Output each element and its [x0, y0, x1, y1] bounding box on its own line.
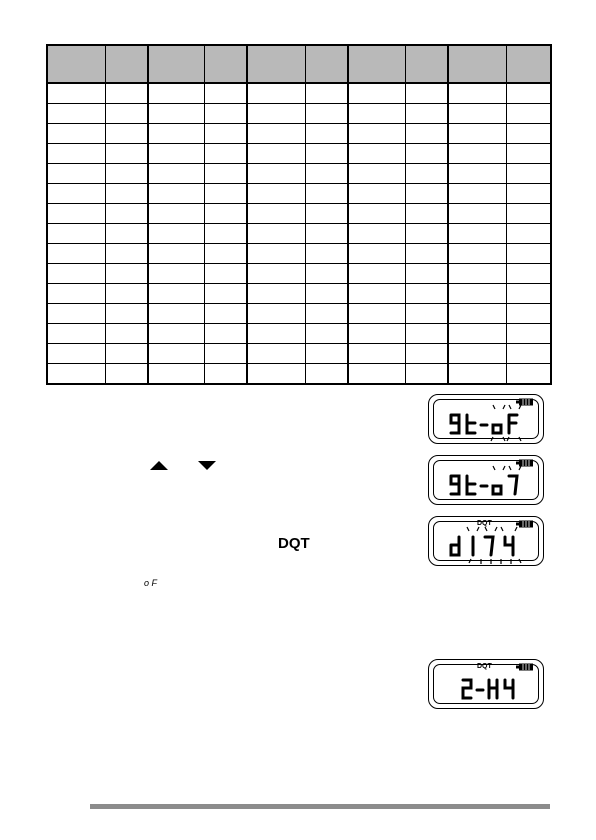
table-cell: [448, 164, 506, 184]
table-cell: [405, 264, 448, 284]
table-row: [47, 124, 551, 144]
table-cell: [148, 83, 204, 104]
table-cell: [348, 144, 405, 164]
table-cell: [348, 204, 405, 224]
table-cell: [47, 304, 105, 324]
table-cell: [348, 344, 405, 364]
table-row: [47, 264, 551, 284]
table-row: [47, 304, 551, 324]
table-cell: [348, 184, 405, 204]
table-cell: [247, 184, 305, 204]
table-cell: [105, 364, 148, 385]
table-cell: [506, 324, 551, 344]
table-cell: [405, 244, 448, 264]
table-cell: [305, 184, 348, 204]
table-cell: [405, 224, 448, 244]
table-cell: [247, 324, 305, 344]
table-cell: [448, 244, 506, 264]
table-cell: [204, 244, 247, 264]
table-cell: [204, 304, 247, 324]
table-row: [47, 364, 551, 385]
table-cell: [348, 104, 405, 124]
table-cell: [448, 364, 506, 385]
table-cell: [247, 204, 305, 224]
table-cell: [305, 104, 348, 124]
table-cell: [348, 224, 405, 244]
of-glyph: o F: [144, 578, 158, 588]
header-cell: [305, 45, 348, 83]
table-cell: [348, 124, 405, 144]
table-cell: [348, 304, 405, 324]
footer-rule: [90, 804, 550, 809]
table-cell: [305, 124, 348, 144]
table-cell: [47, 324, 105, 344]
table-cell: [105, 164, 148, 184]
table-cell: [348, 164, 405, 184]
table-cell: [105, 224, 148, 244]
table-cell: [204, 344, 247, 364]
table-cell: [305, 164, 348, 184]
table-cell: [348, 83, 405, 104]
table-cell: [47, 264, 105, 284]
down-arrow-icon: [198, 461, 216, 470]
header-cell: [348, 45, 405, 83]
table-cell: [305, 204, 348, 224]
table-cell: [148, 284, 204, 304]
table-row: [47, 184, 551, 204]
table-row: [47, 284, 551, 304]
table-cell: [247, 284, 305, 304]
table-cell: [506, 264, 551, 284]
table-cell: [47, 204, 105, 224]
table-cell: [348, 324, 405, 344]
table-cell: [448, 104, 506, 124]
dqt-indicator: DQT: [477, 663, 492, 670]
table-cell: [105, 304, 148, 324]
table-cell: [305, 224, 348, 244]
header-cell: [47, 45, 105, 83]
table-cell: [448, 304, 506, 324]
table-cell: [305, 83, 348, 104]
table-cell: [148, 264, 204, 284]
table-cell: [448, 264, 506, 284]
table-cell: [305, 144, 348, 164]
header-cell: [506, 45, 551, 83]
table-cell: [405, 304, 448, 324]
header-cell: [148, 45, 204, 83]
table-row: [47, 204, 551, 224]
table-cell: [204, 184, 247, 204]
table-cell: [204, 364, 247, 385]
table-cell: [148, 104, 204, 124]
table-cell: [247, 304, 305, 324]
table-cell: [247, 224, 305, 244]
table-cell: [506, 164, 551, 184]
table-cell: [47, 284, 105, 304]
header-cell: [247, 45, 305, 83]
header-cell: [204, 45, 247, 83]
table-cell: [105, 144, 148, 164]
table-cell: [305, 304, 348, 324]
lcd-display: [428, 659, 544, 709]
table-body: [47, 83, 551, 384]
table-cell: [448, 184, 506, 204]
table-cell: [47, 104, 105, 124]
table-row: [47, 104, 551, 124]
table-cell: [506, 244, 551, 264]
table-cell: [105, 204, 148, 224]
table-cell: [405, 364, 448, 385]
table-cell: [305, 264, 348, 284]
table-cell: [448, 224, 506, 244]
dqt-indicator: DQT: [477, 520, 492, 527]
table-row: [47, 164, 551, 184]
table-cell: [204, 324, 247, 344]
table-cell: [506, 124, 551, 144]
table-cell: [47, 184, 105, 204]
table-cell: [405, 164, 448, 184]
table-cell: [348, 284, 405, 304]
table-cell: [47, 224, 105, 244]
table-cell: [247, 344, 305, 364]
table-cell: [148, 124, 204, 144]
table-header-row: [47, 45, 551, 83]
table-cell: [448, 144, 506, 164]
table-cell: [148, 224, 204, 244]
table-cell: [305, 364, 348, 385]
table-cell: [247, 83, 305, 104]
table-cell: [47, 344, 105, 364]
table-cell: [105, 324, 148, 344]
table-cell: [204, 164, 247, 184]
table-cell: [506, 83, 551, 104]
table-cell: [448, 284, 506, 304]
dqt-symbol: DQT: [278, 535, 310, 552]
table-cell: [247, 144, 305, 164]
header-cell: [448, 45, 506, 83]
table-cell: [47, 364, 105, 385]
table-cell: [506, 144, 551, 164]
table-cell: [448, 344, 506, 364]
table-cell: [148, 304, 204, 324]
table-cell: [506, 344, 551, 364]
table-cell: [506, 184, 551, 204]
table-cell: [305, 284, 348, 304]
table-cell: [506, 104, 551, 124]
table-cell: [105, 244, 148, 264]
table-cell: [148, 144, 204, 164]
table-row: [47, 324, 551, 344]
table-cell: [105, 83, 148, 104]
code-table: [46, 44, 552, 385]
table-cell: [204, 204, 247, 224]
table-cell: [448, 324, 506, 344]
table-cell: [448, 124, 506, 144]
table-row: [47, 244, 551, 264]
table-cell: [405, 83, 448, 104]
table-cell: [448, 83, 506, 104]
table-cell: [105, 104, 148, 124]
table-row: [47, 83, 551, 104]
table-cell: [448, 204, 506, 224]
table-cell: [204, 144, 247, 164]
header-cell: [405, 45, 448, 83]
table-cell: [405, 204, 448, 224]
table-cell: [105, 184, 148, 204]
table-cell: [405, 144, 448, 164]
table-cell: [105, 344, 148, 364]
table-cell: [305, 244, 348, 264]
table-cell: [405, 184, 448, 204]
table-cell: [405, 284, 448, 304]
table-cell: [247, 164, 305, 184]
table-cell: [148, 364, 204, 385]
table-cell: [204, 83, 247, 104]
table-cell: [348, 364, 405, 385]
table-cell: [305, 344, 348, 364]
table-cell: [405, 344, 448, 364]
table-cell: [506, 204, 551, 224]
table-cell: [148, 204, 204, 224]
lcd-readout: [429, 395, 545, 445]
lcd-readout: [429, 456, 545, 506]
table-cell: [47, 144, 105, 164]
table-cell: [506, 284, 551, 304]
table-cell: [247, 264, 305, 284]
table-cell: [148, 324, 204, 344]
table-cell: [405, 324, 448, 344]
table-cell: [204, 224, 247, 244]
table-cell: [47, 83, 105, 104]
table-cell: [148, 344, 204, 364]
lcd-readout: [429, 660, 545, 710]
table-cell: [506, 224, 551, 244]
lcd-display: [428, 394, 544, 444]
table-cell: [105, 124, 148, 144]
table-cell: [204, 104, 247, 124]
lcd-display: [428, 516, 544, 566]
table-cell: [305, 324, 348, 344]
table-cell: [247, 244, 305, 264]
header-cell: [105, 45, 148, 83]
lcd-readout: [429, 517, 545, 567]
table-row: [47, 144, 551, 164]
table-cell: [348, 264, 405, 284]
table-cell: [148, 184, 204, 204]
table-cell: [47, 124, 105, 144]
table-cell: [204, 264, 247, 284]
table-cell: [148, 164, 204, 184]
table-cell: [47, 244, 105, 264]
table-cell: [247, 104, 305, 124]
table-cell: [348, 244, 405, 264]
lcd-display: [428, 455, 544, 505]
table-row: [47, 224, 551, 244]
up-arrow-icon: [150, 461, 168, 470]
table-cell: [47, 164, 105, 184]
table-cell: [105, 284, 148, 304]
table-cell: [148, 244, 204, 264]
table-cell: [204, 284, 247, 304]
table-row: [47, 344, 551, 364]
table-cell: [506, 364, 551, 385]
table-cell: [204, 124, 247, 144]
table-cell: [405, 104, 448, 124]
table-cell: [506, 304, 551, 324]
table-cell: [405, 124, 448, 144]
table-cell: [105, 264, 148, 284]
table-cell: [247, 124, 305, 144]
table-cell: [247, 364, 305, 385]
